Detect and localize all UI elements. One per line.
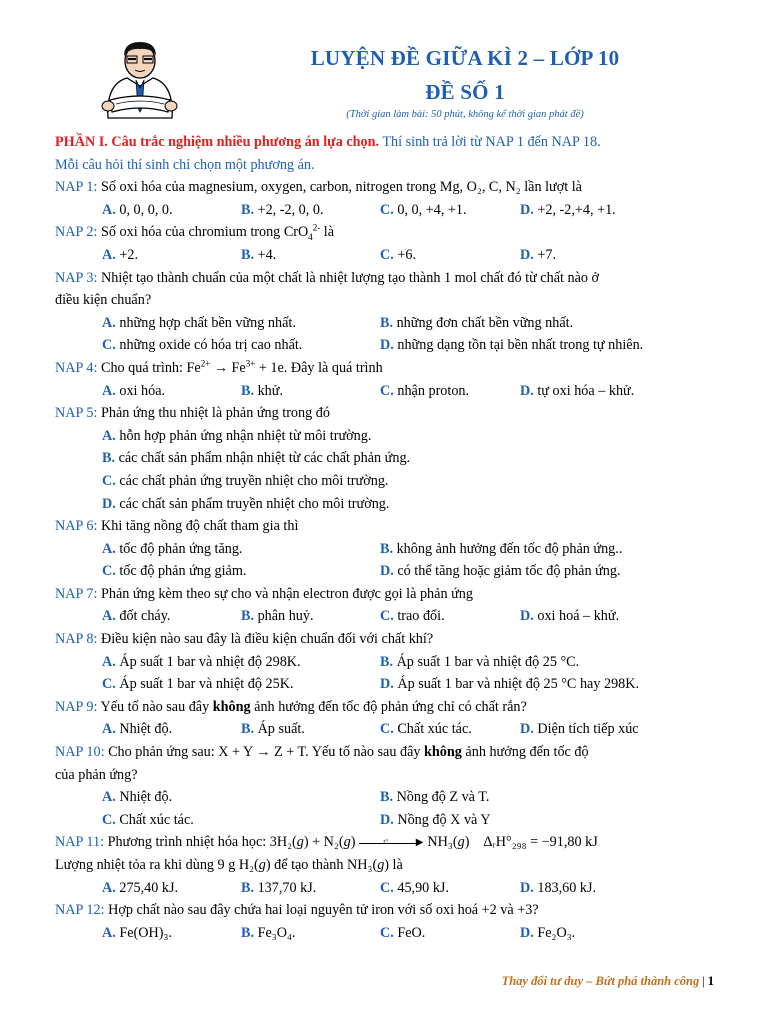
question-5-option-d[interactable]: D. các chất sản phẩm truyền nhiệt cho môi trường. [102, 495, 390, 512]
option-d[interactable]: D. oxi hoá – khử. [520, 608, 620, 625]
option-c[interactable]: C. Chất xúc tác. [380, 721, 472, 738]
option-d[interactable]: D. Áp suất 1 bar và nhiệt độ 25 °C hay 298K. [380, 676, 640, 693]
option-a[interactable]: A. oxi hóa. [102, 382, 166, 399]
question-6: NAP 6: Khi tăng nồng độ chất tham gia thì [55, 518, 299, 535]
option-b[interactable]: B. không ảnh hưởng đến tốc độ phản ứng.. [380, 540, 623, 557]
question-4: NAP 4: Cho quá trình: $Fe^{2+} \to Fe^{3+} + 1e$. Đây là quá trình [55, 358, 383, 376]
option-a[interactable]: A. những hợp chất bền vững nhất. [102, 314, 296, 331]
option-b[interactable]: B. Nồng độ Z và T. [380, 789, 490, 806]
option-d[interactable]: D. +7. [520, 246, 556, 263]
question-3-options-row1 [55, 312, 721, 335]
question-11-continued: Lượng nhiệt tỏa ra khi dùng 9 g H₂(g) để tạo thành NH₃(g) là [55, 857, 403, 873]
option-d[interactable]: D. Nồng độ X và Y [380, 811, 491, 828]
question-7-options [55, 605, 721, 628]
option-d[interactable]: D. +2, -2,+4, +1. [520, 201, 616, 218]
question-10: NAP 10: Cho phản ứng sau: X + Y → Z + T. Yếu tố nào sau đây không ảnh hưởng đến tốc độ [55, 744, 589, 761]
question-5: NAP 5: Phản ứng thu nhiệt là phản ứng trong đó [55, 405, 330, 422]
option-d[interactable]: D. Fe₂O₃. [520, 924, 576, 941]
question-10-options-row1 [55, 786, 721, 809]
option-b[interactable]: B. Áp suất. [241, 721, 305, 738]
option-a[interactable]: A. tốc độ phản ứng tăng. [102, 540, 243, 557]
question-label: NAP 4: [55, 359, 98, 376]
question-10-options-row2 [55, 809, 721, 832]
question-label: NAP 10: [55, 744, 105, 761]
question-1 [55, 176, 721, 199]
option-d[interactable]: D. tự oxi hóa – khử. [520, 382, 635, 399]
question-9-options [55, 718, 721, 741]
option-b[interactable]: B. +4. [241, 246, 277, 263]
option-d[interactable]: D. những dạng tồn tại bền nhất trong tự nhiên. [380, 337, 644, 354]
footer-separator: | [702, 974, 705, 988]
question-2-options [55, 244, 721, 267]
option-b[interactable]: B. Fe₃O₄. [241, 924, 296, 941]
question-11-options [55, 877, 721, 900]
question-10-continued: của phản ứng? [55, 766, 138, 783]
option-c[interactable]: C. 0, 0, +4, +1. [380, 201, 467, 218]
question-label: NAP 2: [55, 224, 98, 241]
page-footer [502, 974, 714, 989]
option-a[interactable]: A. 275,40 kJ. [102, 879, 179, 896]
exam-title: LUYỆN ĐỀ GIỮA KÌ 2 – LỚP 10 [310, 46, 620, 70]
question-text: Số oxi hóa của magnesium, oxygen, carbon, nitrogen trong Mg, O₂, C, N₂ lần lượt là [97, 179, 582, 196]
question-11: NAP 11: Phương trình nhiệt hóa học: 3H₂(g) + N₂(g) t° ▶ NH₃(g) ΔᵣH°₂₉₈ = −91,80 kJ [55, 834, 598, 851]
option-a[interactable]: A. Áp suất 1 bar và nhiệt độ 298K. [102, 653, 301, 670]
question-6-options-row2 [55, 560, 721, 583]
option-c[interactable]: C. tốc độ phản ứng giảm. [102, 563, 247, 580]
option-a[interactable]: A. Nhiệt độ. [102, 789, 173, 806]
part1-instruction: Thí sinh trả lời từ NAP 1 đến NAP 18. [379, 134, 601, 150]
exam-number: ĐỀ SỐ 1 [425, 80, 505, 104]
question-8-options-row2 [55, 673, 721, 696]
option-d[interactable]: D. 183,60 kJ. [520, 879, 597, 896]
option-a[interactable]: A. 0, 0, 0, 0. [102, 201, 173, 218]
part1-heading: PHẦN I. Câu trắc nghiệm nhiều phương án lựa chọn. [55, 134, 380, 150]
question-1-options [55, 199, 721, 222]
question-label: NAP 1: [55, 179, 98, 196]
exam-content [55, 131, 721, 944]
part1-instruction-2: Mỗi câu hỏi thí sinh chỉ chọn một phương án. [55, 156, 315, 173]
footer-tagline: Thay đổi tư duy – Bứt phá thành công [501, 974, 700, 988]
option-b[interactable]: B. những đơn chất bền vững nhất. [380, 314, 574, 331]
option-c[interactable]: C. FeO. [380, 924, 426, 941]
question-label: NAP 12: [55, 902, 105, 919]
question-label: NAP 6: [55, 518, 98, 535]
question-label: NAP 11: [55, 834, 105, 851]
question-8-options-row1 [55, 651, 721, 674]
question-5-option-b[interactable]: B. các chất sản phẩm nhận nhiệt từ các chất phản ứng. [102, 450, 411, 467]
option-c[interactable]: C. những oxide có hóa trị cao nhất. [102, 337, 303, 354]
reaction-enthalpy: ΔᵣH°₂₉₈ = −91,80 kJ [483, 834, 598, 851]
question-label: NAP 8: [55, 631, 98, 648]
question-7: NAP 7: Phản ứng kèm theo sự cho và nhận electron được gọi là phản ứng [55, 585, 473, 602]
option-c[interactable]: C. Chất xúc tác. [102, 811, 194, 828]
question-9: NAP 9: Yếu tố nào sau đây không ảnh hưởng đến tốc độ phản ứng chỉ có chất rắn? [55, 698, 527, 715]
option-c[interactable]: C. +6. [380, 246, 416, 263]
question-3-continued: điều kiện chuẩn? [55, 292, 152, 309]
question-label: NAP 9: [55, 698, 98, 715]
question-2: NAP 2: Số oxi hóa của chromium trong CrO$_4^{2-}$ là [55, 222, 335, 243]
teacher-mascot-illustration [94, 40, 184, 120]
option-d[interactable]: D. Diện tích tiếp xúc [520, 721, 639, 738]
option-a[interactable]: A. Fe(OH)₃. [102, 924, 172, 941]
question-3-options-row2 [55, 334, 721, 357]
part1-heading-line [55, 131, 721, 154]
option-a[interactable]: A. đốt cháy. [102, 608, 171, 625]
option-d[interactable]: D. có thể tăng hoặc giảm tốc độ phản ứng. [380, 563, 621, 580]
option-b[interactable]: B. +2, -2, 0, 0. [241, 201, 324, 218]
exam-time-note: (Thời gian làm bài: 50 phút, không kể thời gian phát đề) [346, 109, 584, 120]
option-a[interactable]: A. Nhiệt độ. [102, 721, 173, 738]
option-c[interactable]: C. 45,90 kJ. [380, 879, 449, 896]
option-c[interactable]: C. trao đổi. [380, 608, 445, 625]
question-5-option-c[interactable]: C. các chất phản ứng truyền nhiệt cho môi trường. [102, 472, 389, 489]
question-label: NAP 5: [55, 405, 98, 422]
option-c[interactable]: C. nhận proton. [380, 382, 470, 399]
question-8: NAP 8: Điều kiện nào sau đây là điều kiện chuẩn đối với chất khí? [55, 631, 434, 648]
question-5-option-a[interactable]: A. hỗn hợp phản ứng nhận nhiệt từ môi trường. [102, 427, 372, 444]
question-3: NAP 3: Nhiệt tạo thành chuẩn của một chất là nhiệt lượng tạo thành 1 mol chất đó từ chất nào ở [55, 269, 600, 286]
page-number: 1 [707, 974, 714, 988]
question-label: NAP 3: [55, 269, 98, 286]
reaction-arrow-icon: t° ▶ [359, 837, 423, 849]
option-b[interactable]: B. khử. [241, 382, 283, 399]
option-a[interactable]: A. +2. [102, 246, 138, 263]
charge-superscript: 2- [312, 222, 321, 233]
option-b[interactable]: B. 137,70 kJ. [241, 879, 317, 896]
question-4-options [55, 380, 721, 403]
question-12: NAP 12: Hợp chất nào sau đây chứa hai loại nguyên tử iron với số oxi hoá +2 và +3? [55, 902, 539, 919]
question-6-options-row1 [55, 538, 721, 561]
option-c[interactable]: C. Áp suất 1 bar và nhiệt độ 25K. [102, 676, 294, 693]
option-b[interactable]: B. Áp suất 1 bar và nhiệt độ 25 °C. [380, 653, 580, 670]
option-b[interactable]: B. phân huỷ. [241, 608, 314, 625]
question-label: NAP 7: [55, 585, 98, 602]
question-12-options [55, 922, 721, 945]
